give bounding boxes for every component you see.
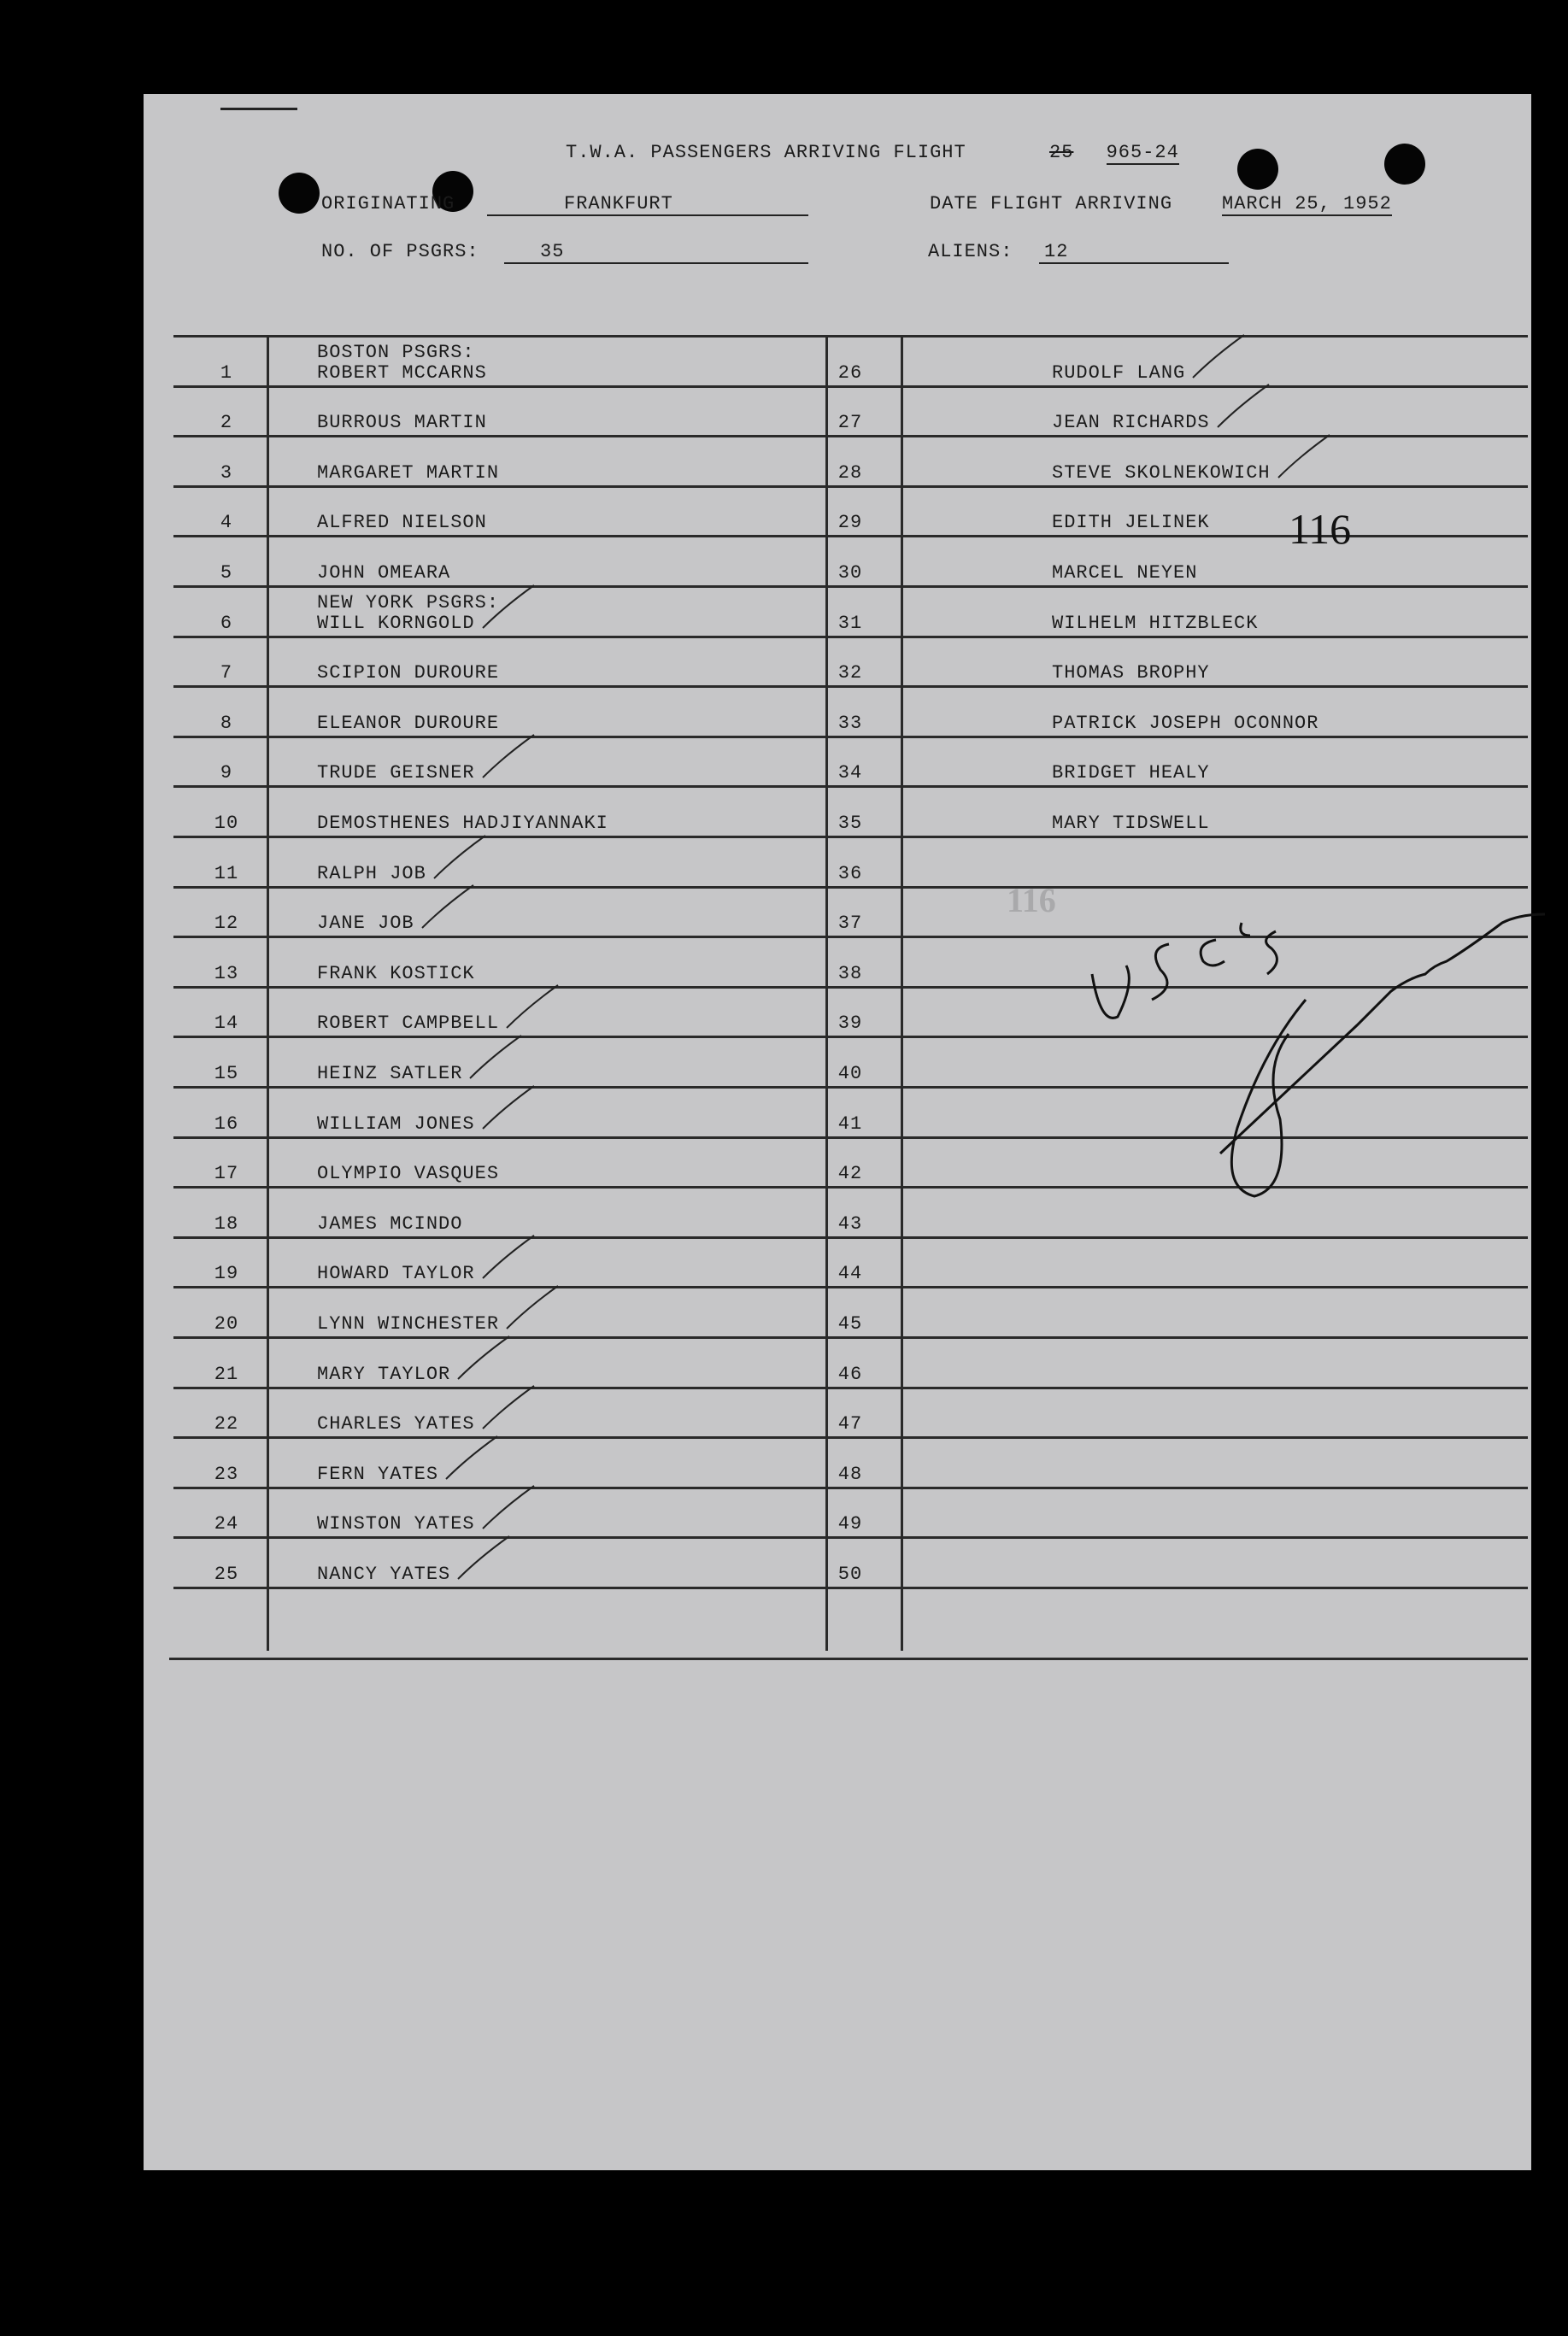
passenger-number: 21 — [214, 1363, 239, 1385]
passenger-number: 36 — [837, 862, 863, 884]
passenger-number: 6 — [220, 612, 233, 634]
passenger-number: 49 — [837, 1513, 863, 1535]
passenger-number: 18 — [214, 1212, 239, 1235]
passenger-number: 39 — [837, 1012, 863, 1035]
passenger-number: 14 — [214, 1012, 239, 1035]
checkmark-icon — [1189, 331, 1248, 382]
table-row — [173, 585, 1528, 638]
passenger-number: 13 — [214, 962, 239, 984]
passenger-number: 45 — [837, 1312, 863, 1335]
passenger-number: 27 — [837, 412, 863, 434]
passenger-name: ALFRED NIELSON — [317, 512, 487, 534]
table-row — [173, 1387, 1528, 1440]
checkmark-icon — [1274, 431, 1334, 482]
faint-count-stamp: 116 — [1007, 881, 1056, 919]
table-row — [173, 435, 1528, 488]
flight-number-block — [1049, 142, 1179, 163]
passenger-name: FRANK KOSTICK — [317, 962, 475, 984]
passenger-number: 20 — [214, 1312, 239, 1335]
passenger-name: MARCEL NEYEN — [1052, 561, 1198, 584]
checkmark-icon — [479, 1231, 538, 1282]
passenger-name: TRUDE GEISNER — [317, 762, 475, 784]
passenger-name: ROBERT MCCARNS — [317, 361, 487, 384]
passenger-number: 47 — [837, 1413, 863, 1435]
passenger-name: NANCY YATES — [317, 1563, 451, 1585]
passenger-name: EDITH JELINEK — [1052, 512, 1210, 534]
passenger-name: WILL KORNGOLD — [317, 612, 475, 634]
aliens-label: ALIENS: — [928, 241, 1013, 262]
page-count-stamp: 116 — [1289, 505, 1352, 553]
flight-struck: 25 — [1049, 142, 1074, 163]
passenger-name: JANE JOB — [317, 913, 414, 935]
checkmark-icon — [466, 1031, 526, 1083]
passenger-name: ROBERT CAMPBELL — [317, 1012, 500, 1035]
passenger-number: 30 — [837, 561, 863, 584]
passenger-number: 42 — [837, 1163, 863, 1185]
passenger-number: 10 — [214, 812, 239, 834]
checkmark-icon — [430, 831, 490, 883]
passenger-name: JEAN RICHARDS — [1052, 412, 1210, 434]
passenger-number: 26 — [837, 361, 863, 384]
passenger-name: JAMES MCINDO — [317, 1212, 463, 1235]
passenger-number: 41 — [837, 1112, 863, 1135]
title-prefix: T.W.A. PASSENGERS ARRIVING FLIGHT — [566, 142, 966, 163]
passenger-number: 7 — [220, 662, 233, 684]
passenger-number: 33 — [837, 712, 863, 734]
passenger-number: 19 — [214, 1263, 239, 1285]
passenger-number: 12 — [214, 913, 239, 935]
passenger-number: 29 — [837, 512, 863, 534]
passenger-name: WINSTON YATES — [317, 1513, 475, 1535]
passenger-number: 43 — [837, 1212, 863, 1235]
passenger-name: RALPH JOB — [317, 862, 426, 884]
passenger-name: MARY TAYLOR — [317, 1363, 451, 1385]
passenger-number: 16 — [214, 1112, 239, 1135]
section-heading: BOSTON PSGRS: — [317, 341, 475, 363]
table-row — [173, 1436, 1528, 1489]
passenger-number: 2 — [220, 412, 233, 434]
checkmark-icon — [479, 1382, 538, 1433]
checkmark-icon — [1213, 380, 1273, 431]
passenger-name: HEINZ SATLER — [317, 1062, 463, 1084]
table-bottom-border — [169, 1658, 1528, 1660]
passenger-name: BRIDGET HEALY — [1052, 762, 1210, 784]
passenger-name: WILHELM HITZBLECK — [1052, 612, 1259, 634]
passenger-name: DEMOSTHENES HADJIYANNAKI — [317, 812, 608, 834]
checkmark-icon — [479, 1482, 538, 1533]
passenger-name: MARGARET MARTIN — [317, 461, 500, 484]
inspector-signature — [1066, 897, 1545, 1256]
checkmark-icon — [454, 1532, 514, 1583]
psgrs-label: NO. OF PSGRS: — [321, 241, 479, 262]
passenger-number: 28 — [837, 461, 863, 484]
table-row — [173, 785, 1528, 838]
table-row — [173, 1536, 1528, 1589]
corner-mark — [220, 108, 297, 110]
passenger-number: 38 — [837, 962, 863, 984]
passenger-number: 9 — [220, 762, 233, 784]
passenger-name: HOWARD TAYLOR — [317, 1263, 475, 1285]
table-row — [173, 335, 1528, 388]
passenger-number: 34 — [837, 762, 863, 784]
passenger-number: 48 — [837, 1463, 863, 1485]
passenger-name: RUDOLF LANG — [1052, 361, 1186, 384]
origin-label: ORIGINATING — [321, 193, 455, 214]
aliens-value: 12 — [1039, 241, 1229, 264]
table-row — [173, 1336, 1528, 1389]
date-value: MARCH 25, 1952 — [1222, 193, 1392, 214]
passenger-manifest-sheet — [144, 94, 1531, 2170]
passenger-name: BURROUS MARTIN — [317, 412, 487, 434]
passenger-name: FERN YATES — [317, 1463, 439, 1485]
checkmark-icon — [442, 1432, 502, 1483]
passenger-number: 35 — [837, 812, 863, 834]
passenger-number: 31 — [837, 612, 863, 634]
passenger-number: 8 — [220, 712, 233, 734]
passenger-name: OLYMPIO VASQUES — [317, 1163, 500, 1185]
passenger-name: WILLIAM JONES — [317, 1112, 475, 1135]
passenger-name: STEVE SKOLNEKOWICH — [1052, 461, 1271, 484]
table-row — [173, 1487, 1528, 1540]
checkmark-icon — [502, 981, 562, 1032]
punch-hole-right — [1237, 149, 1278, 190]
checkmark-icon — [479, 731, 538, 782]
table-row — [173, 636, 1528, 689]
passenger-number: 46 — [837, 1363, 863, 1385]
passenger-number: 1 — [220, 361, 233, 384]
psgrs-value: 35 — [504, 241, 808, 264]
checkmark-icon — [454, 1332, 514, 1383]
passenger-name: JOHN OMEARA — [317, 561, 451, 584]
passenger-number: 22 — [214, 1413, 239, 1435]
passenger-number: 15 — [214, 1062, 239, 1084]
passenger-number: 44 — [837, 1263, 863, 1285]
checkmark-icon — [418, 881, 478, 932]
passenger-name: MARY TIDSWELL — [1052, 812, 1210, 834]
passenger-number: 32 — [837, 662, 863, 684]
punch-hole-right-2 — [1384, 144, 1425, 185]
passenger-name: THOMAS BROPHY — [1052, 662, 1210, 684]
passenger-name: CHARLES YATES — [317, 1413, 475, 1435]
passenger-number: 4 — [220, 512, 233, 534]
passenger-number: 3 — [220, 461, 233, 484]
section-heading: NEW YORK PSGRS: — [317, 591, 500, 613]
passenger-name: SCIPION DUROURE — [317, 662, 500, 684]
passenger-number: 40 — [837, 1062, 863, 1084]
table-row — [173, 1286, 1528, 1339]
checkmark-icon — [502, 1282, 562, 1333]
date-label: DATE FLIGHT ARRIVING — [930, 193, 1173, 214]
passenger-number: 5 — [220, 561, 233, 584]
passenger-name: PATRICK JOSEPH OCONNOR — [1052, 712, 1319, 734]
passenger-number: 25 — [214, 1563, 239, 1585]
table-row — [173, 736, 1528, 789]
passenger-number: 50 — [837, 1563, 863, 1585]
passenger-number: 24 — [214, 1513, 239, 1535]
passenger-number: 11 — [214, 862, 239, 884]
passenger-name: LYNN WINCHESTER — [317, 1312, 500, 1335]
passenger-number: 23 — [214, 1463, 239, 1485]
table-row — [173, 685, 1528, 738]
flight-number: 965-24 — [1106, 142, 1179, 163]
manifest-title — [566, 142, 966, 163]
origin-value: FRANKFURT — [487, 193, 808, 216]
punch-hole-left — [279, 173, 320, 214]
checkmark-icon — [479, 1082, 538, 1133]
passenger-name: ELEANOR DUROURE — [317, 712, 500, 734]
passenger-number: 17 — [214, 1163, 239, 1185]
checkmark-icon — [479, 581, 538, 632]
table-row — [173, 836, 1528, 889]
passenger-number: 37 — [837, 913, 863, 935]
